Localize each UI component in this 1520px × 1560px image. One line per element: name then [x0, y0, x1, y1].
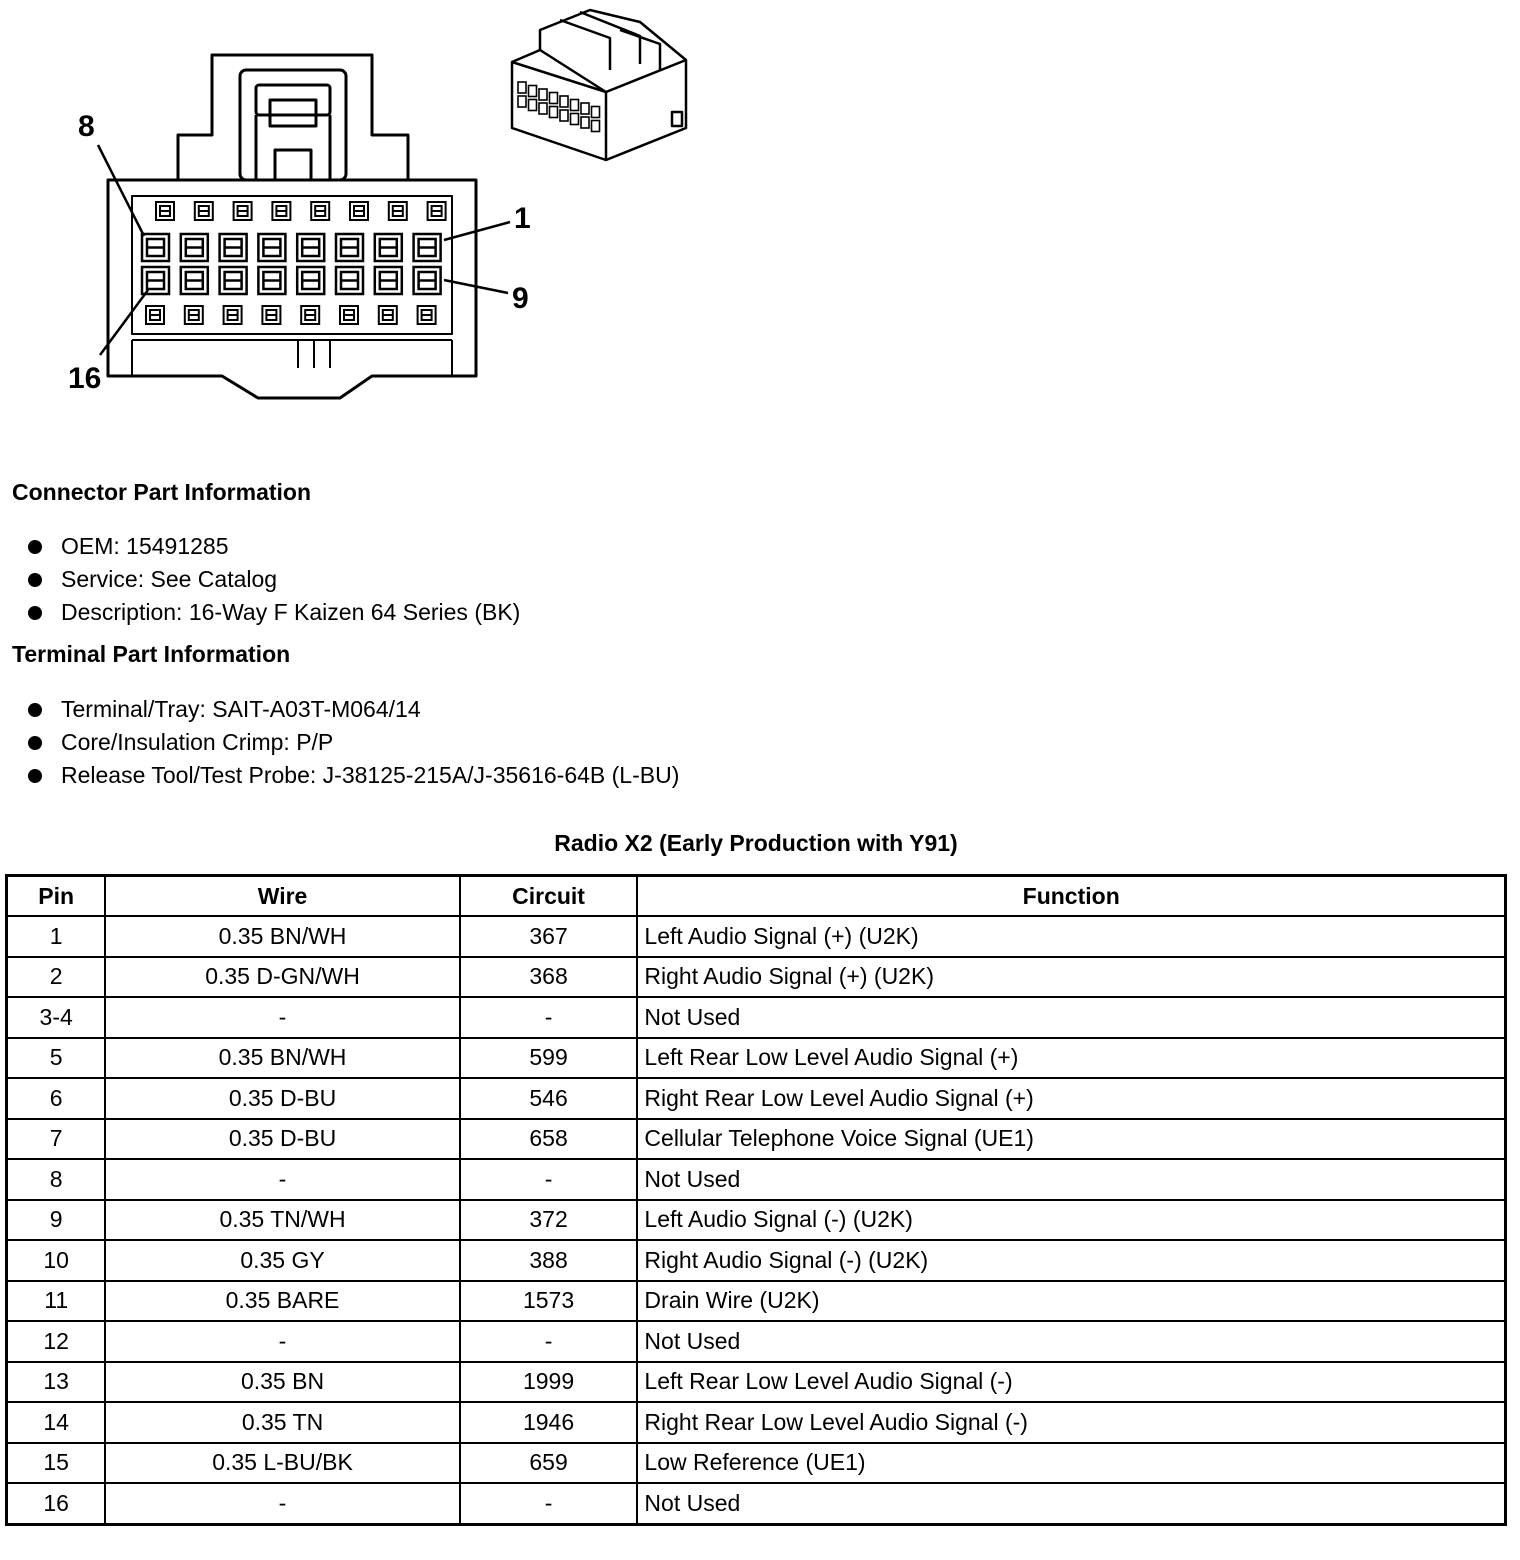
cell-wire: 0.35 BN/WH [105, 916, 459, 957]
terminal-latch [195, 202, 213, 220]
cell-function: Right Audio Signal (-) (U2K) [637, 1240, 1505, 1281]
pin-cavity [336, 234, 363, 261]
cell-circuit: 372 [460, 1200, 638, 1241]
terminal-tray-value: Terminal/Tray: SAIT-A03T-M064/14 [61, 696, 421, 722]
cell-circuit: 368 [460, 957, 638, 998]
terminal-latch [379, 306, 397, 324]
table-row [7, 1159, 1506, 1200]
cell-circuit: 367 [460, 916, 638, 957]
cell-wire: 0.35 D-BU [105, 1078, 459, 1119]
cell-wire: - [105, 1483, 459, 1524]
pin-cavity [375, 267, 402, 294]
cell-function: Left Audio Signal (+) (U2K) [637, 916, 1505, 957]
cell-function: Right Audio Signal (+) (U2K) [637, 957, 1505, 998]
cell-circuit: 1999 [460, 1362, 638, 1403]
cell-pin: 7 [7, 1119, 106, 1160]
cell-circuit: 388 [460, 1240, 638, 1281]
cell-function: Low Reference (UE1) [637, 1443, 1505, 1484]
cell-function: Drain Wire (U2K) [637, 1281, 1505, 1322]
bullet-icon [28, 573, 42, 587]
pin-cavity [142, 234, 169, 261]
pin-cavity [220, 234, 247, 261]
cell-circuit: - [460, 1321, 638, 1362]
table-row [7, 1362, 1506, 1403]
terminal-part-info-heading: Terminal Part Information [12, 641, 291, 667]
cell-function: Left Rear Low Level Audio Signal (-) [637, 1362, 1505, 1403]
header-wire: Wire [105, 876, 459, 917]
pin-row-1-to-8 [142, 234, 441, 261]
cell-function: Not Used [637, 1321, 1505, 1362]
bullet-icon [28, 606, 42, 620]
terminal-latch [340, 306, 358, 324]
pin-cavity [258, 267, 285, 294]
table-row [7, 1200, 1506, 1241]
isometric-pin-cell [550, 93, 558, 104]
cell-circuit: 1573 [460, 1281, 638, 1322]
cell-pin: 3-4 [7, 997, 106, 1038]
header-function: Function [637, 876, 1505, 917]
cell-circuit: 659 [460, 1443, 638, 1484]
table-title: Radio X2 (Early Production with Y91) [554, 830, 958, 856]
cell-wire: - [105, 1321, 459, 1362]
cell-wire: 0.35 L-BU/BK [105, 1443, 459, 1484]
crimp-value: Core/Insulation Crimp: P/P [61, 729, 334, 755]
cell-wire: 0.35 BARE [105, 1281, 459, 1322]
terminal-part-info-list [28, 693, 679, 792]
table-row [7, 1038, 1506, 1079]
pin-label-9: 9 [512, 282, 529, 315]
pin-label-16: 16 [68, 362, 102, 395]
cell-circuit: 546 [460, 1078, 638, 1119]
cell-pin: 8 [7, 1159, 106, 1200]
list-item [28, 759, 679, 792]
list-item [28, 563, 520, 596]
table-row [7, 1078, 1506, 1119]
cell-pin: 12 [7, 1321, 106, 1362]
cell-pin: 6 [7, 1078, 106, 1119]
terminal-latch [311, 202, 329, 220]
isometric-pin-cell [518, 96, 526, 107]
isometric-pin-grid [518, 82, 600, 132]
isometric-pin-cell [581, 117, 589, 128]
table-row [7, 916, 1506, 957]
isometric-pin-cell [550, 107, 558, 118]
cell-function: Right Rear Low Level Audio Signal (-) [637, 1402, 1505, 1443]
cell-wire: 0.35 GY [105, 1240, 459, 1281]
pin-table [5, 874, 1507, 1526]
list-item [28, 693, 679, 726]
isometric-pin-cell [592, 107, 600, 118]
list-item [28, 596, 520, 629]
pin-cavity [375, 234, 402, 261]
header-pin: Pin [7, 876, 106, 917]
cell-function: Not Used [637, 997, 1505, 1038]
latch-row-bottom [146, 306, 436, 324]
terminal-latch [350, 202, 368, 220]
pin-cavity [336, 267, 363, 294]
cell-function: Not Used [637, 1159, 1505, 1200]
isometric-pin-cell [571, 114, 579, 125]
table-row [7, 1443, 1506, 1484]
cell-function: Not Used [637, 1483, 1505, 1524]
bullet-icon [28, 703, 42, 717]
cell-function: Left Rear Low Level Audio Signal (+) [637, 1038, 1505, 1079]
terminal-latch [262, 306, 280, 324]
isometric-pin-cell [529, 100, 537, 111]
table-row [7, 1483, 1506, 1524]
pin-cavity [414, 234, 441, 261]
terminal-latch [234, 202, 252, 220]
pin-cavity [142, 267, 169, 294]
cell-pin: 13 [7, 1362, 106, 1403]
cell-pin: 2 [7, 957, 106, 998]
bullet-icon [28, 769, 42, 783]
description-value: Description: 16-Way F Kaizen 64 Series (BK) [61, 599, 521, 625]
leader-line-8 [98, 145, 144, 236]
pin-label-8: 8 [78, 110, 95, 143]
cell-pin: 5 [7, 1038, 106, 1079]
terminal-latch [301, 306, 319, 324]
terminal-latch [418, 306, 436, 324]
terminal-latch [272, 202, 290, 220]
terminal-latch [156, 202, 174, 220]
connector-latch [178, 55, 408, 180]
terminal-latch [146, 306, 164, 324]
pin-cavity [181, 267, 208, 294]
isometric-pin-cell [592, 121, 600, 132]
cell-pin: 1 [7, 916, 106, 957]
isometric-pin-cell [518, 82, 526, 93]
table-row [7, 1402, 1506, 1443]
cell-wire: 0.35 BN/WH [105, 1038, 459, 1079]
cell-circuit: - [460, 1483, 638, 1524]
cell-pin: 16 [7, 1483, 106, 1524]
pin-row-9-to-16 [142, 267, 441, 294]
isometric-pin-cell [560, 96, 568, 107]
cell-circuit: 658 [460, 1119, 638, 1160]
cell-pin: 10 [7, 1240, 106, 1281]
pin-cavity [297, 234, 324, 261]
connector-diagram [0, 0, 720, 420]
cell-wire: - [105, 1159, 459, 1200]
pin-cavity [297, 267, 324, 294]
terminal-latch [224, 306, 242, 324]
terminal-latch [185, 306, 203, 324]
pin-cavity [220, 267, 247, 294]
cell-pin: 11 [7, 1281, 106, 1322]
terminal-latch [428, 202, 446, 220]
connector-part-info-list [28, 530, 520, 629]
table-row [7, 957, 1506, 998]
cell-function: Cellular Telephone Voice Signal (UE1) [637, 1119, 1505, 1160]
table-row [7, 1321, 1506, 1362]
isometric-pin-cell [560, 110, 568, 121]
isometric-pin-cell [539, 89, 547, 100]
service-value: Service: See Catalog [61, 566, 278, 592]
table-row [7, 1281, 1506, 1322]
table-header-row [7, 876, 1506, 917]
cell-function: Right Rear Low Level Audio Signal (+) [637, 1078, 1505, 1119]
cell-wire: 0.35 BN [105, 1362, 459, 1403]
cell-function: Left Audio Signal (-) (U2K) [637, 1200, 1505, 1241]
table-row [7, 997, 1506, 1038]
cell-circuit: 599 [460, 1038, 638, 1079]
bullet-icon [28, 540, 42, 554]
cell-pin: 14 [7, 1402, 106, 1443]
list-item [28, 530, 520, 563]
cell-pin: 15 [7, 1443, 106, 1484]
table-row [7, 1240, 1506, 1281]
list-item [28, 726, 679, 759]
connector-isometric-view [512, 10, 686, 160]
cell-wire: 0.35 TN [105, 1402, 459, 1443]
cell-circuit: 1946 [460, 1402, 638, 1443]
release-tool-value: Release Tool/Test Probe: J-38125-215A/J-35616-64B (L-BU) [61, 762, 680, 788]
isometric-pin-cell [539, 103, 547, 114]
cell-circuit: - [460, 997, 638, 1038]
pin-cavity [181, 234, 208, 261]
connector-part-info-heading: Connector Part Information [12, 479, 312, 505]
terminal-latch [389, 202, 407, 220]
table-row [7, 1119, 1506, 1160]
pin-cavity [414, 267, 441, 294]
isometric-pin-cell [529, 86, 537, 97]
pin-cavity [258, 234, 285, 261]
bullet-icon [28, 736, 42, 750]
pin-label-1: 1 [514, 202, 531, 235]
cell-pin: 9 [7, 1200, 106, 1241]
cell-circuit: - [460, 1159, 638, 1200]
isometric-pin-cell [571, 100, 579, 111]
cell-wire: 0.35 D-GN/WH [105, 957, 459, 998]
isometric-pin-cell [581, 103, 589, 114]
header-circuit: Circuit [460, 876, 638, 917]
latch-row-top [156, 202, 446, 220]
cell-wire: 0.35 TN/WH [105, 1200, 459, 1241]
oem-value: OEM: 15491285 [61, 533, 229, 559]
cell-wire: - [105, 997, 459, 1038]
cell-wire: 0.35 D-BU [105, 1119, 459, 1160]
